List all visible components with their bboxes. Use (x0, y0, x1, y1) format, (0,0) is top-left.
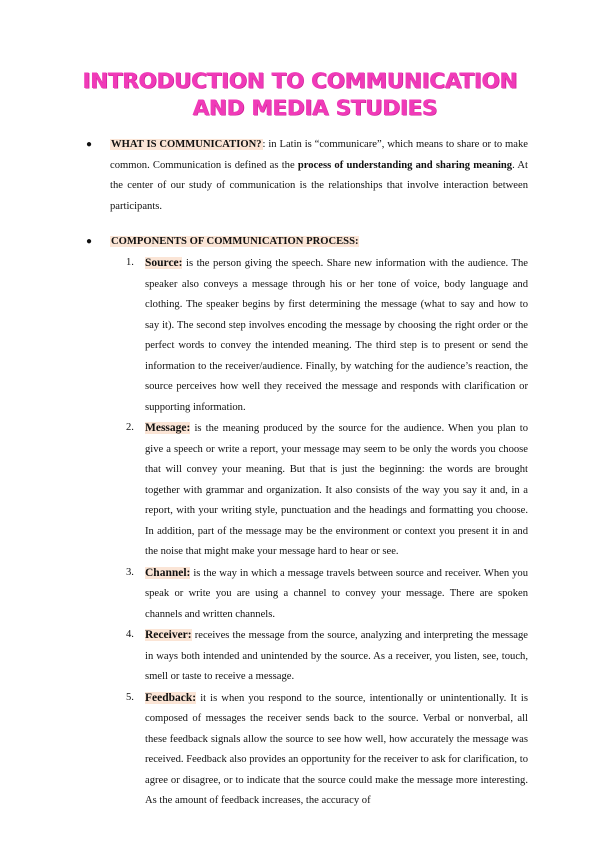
bullet-icon: ● (86, 139, 93, 150)
bullet-icon: ● (86, 236, 93, 247)
list-item-message (126, 418, 528, 563)
item-text: it is when you respond to the source, intentionally or unintentionally. It is composed of messages the receiver sends back to the source. Verbal or nonverbal, all these feedback signals allow the source to see how well, how accurately the message was received. Feedback also provides an opportunity for the receiver to ask for clarification, to agree or disagree, or to indicate that the source could make the message more interesting. As the amount of feedback increases, the accuracy of (145, 692, 528, 806)
section-1-bold-text: process of understanding and sharing meaning (297, 159, 513, 171)
list-item-source (126, 253, 528, 418)
item-text: is the way in which a message travels between source and receiver. When you speak or write you are using a channel to convey your message. There are spoken channels and written channels. (145, 567, 528, 620)
list-number: 2. (126, 422, 134, 433)
section-1-heading: WHAT IS COMMUNICATION? (111, 139, 262, 150)
list-number: 1. (126, 257, 134, 268)
list-item-feedback (126, 688, 528, 812)
section-2-paragraph (110, 232, 528, 253)
title-line-2: AND MEDIA STUDIES (192, 96, 438, 121)
term-channel: Channel: (145, 566, 191, 579)
section-what-is-communication (86, 135, 528, 217)
list-number: 4. (126, 629, 134, 640)
title-line-1: INTRODUCTION TO COMMUNICATION (82, 69, 518, 94)
term-source: Source: (145, 257, 183, 269)
components-list (126, 253, 528, 812)
term-message: Message: (145, 422, 191, 434)
section-components (86, 232, 528, 253)
term-receiver: Receiver: (145, 629, 192, 641)
list-number: 3. (126, 566, 134, 578)
page-title (0, 68, 600, 122)
item-text: is the meaning produced by the source for the audience. When you plan to give a speech or write a report, your message may seem to be only the words you choose that will convey your meaning. But that is just the beginning: the words are brought together with grammar and organization. It also consists of the way you say it and, in a report, with your writing style, punctuation and the headings and formatting you choose. In addition, part of the message may be the environment or context you present it in and the noise that might make your message hard to hear or see. (145, 423, 528, 557)
section-1-text-a: : in Latin is “communicare”, which means to share or to make common. Communication is defined as the (110, 139, 528, 171)
list-item-channel (126, 563, 528, 626)
item-text: receives the message from the source, analyzing and interpreting the message in ways both intended and unintended by the source. As a receiver, you listen, see, touch, smell or taste to receive a message. (145, 630, 528, 682)
section-1-text-b: . At the center of our study of communication is the relationships that involve interaction between participants. (110, 159, 528, 212)
list-item-receiver (126, 625, 528, 688)
section-1-paragraph (110, 135, 528, 217)
list-number: 5. (126, 691, 134, 703)
term-feedback: Feedback: (145, 691, 197, 704)
section-2-heading: COMPONENTS OF COMMUNICATION PROCESS: (111, 236, 359, 247)
item-text: is the person giving the speech. Share new information with the audience. The speaker also conveys a message through his or her tone of voice, body language and clothing. The speaker begins by first determining the message (what to say and how to say it). The second step involves encoding the message by choosing the right order or the perfect words to convey the intended meaning. The third step is to present or send the information to the receiver/audience. Finally, by watching for the audience’s reaction, the source perceives how well they received the message and responds with clarification or supporting information. (145, 258, 528, 413)
